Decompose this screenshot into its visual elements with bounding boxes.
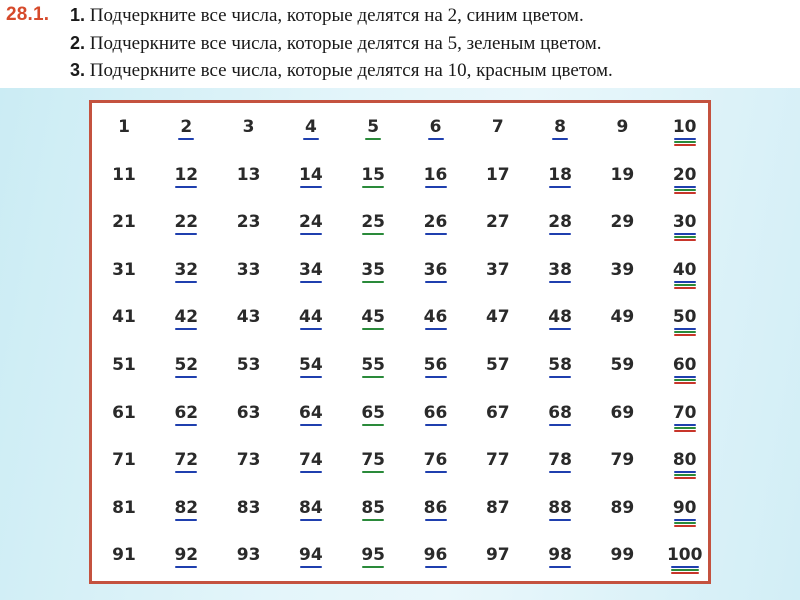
number-cell	[96, 117, 152, 157]
blue-underline	[674, 519, 696, 521]
blue-underline	[549, 566, 571, 568]
number-label: 92	[174, 545, 199, 566]
number-cell	[345, 355, 401, 395]
number-label: 70	[672, 402, 697, 423]
number-label: 75	[361, 450, 386, 471]
blue-underline	[300, 471, 322, 473]
number-cell	[408, 212, 464, 252]
blue-underline	[300, 424, 322, 426]
number-cell	[283, 450, 339, 490]
blue-underline	[549, 376, 571, 378]
number-cell	[158, 450, 214, 490]
number-cell	[657, 403, 713, 443]
green-underline	[674, 474, 696, 476]
number-label: 36	[423, 259, 448, 280]
number-label: 10	[672, 117, 697, 137]
number-cell	[594, 355, 650, 395]
number-label: 88	[548, 497, 572, 518]
number-cell	[345, 307, 401, 347]
number-cell	[345, 212, 401, 252]
number-label: 66	[423, 402, 448, 423]
task-number: 28.1.	[6, 4, 50, 25]
blue-underline	[175, 281, 197, 283]
number-label: 51	[112, 355, 136, 375]
number-label: 37	[485, 259, 510, 280]
number-label: 89	[610, 497, 635, 518]
number-label: 31	[112, 259, 136, 280]
number-cell	[283, 260, 339, 300]
number-cell	[470, 450, 526, 490]
green-underline	[362, 328, 384, 330]
blue-underline	[549, 233, 571, 235]
blue-underline	[425, 519, 447, 521]
number-cell	[657, 212, 713, 252]
number-cell	[470, 498, 526, 538]
number-cell	[657, 545, 713, 585]
number-label: 3	[242, 117, 255, 137]
number-cell	[470, 165, 526, 205]
number-label: 97	[485, 545, 510, 566]
number-cell	[657, 165, 713, 205]
blue-underline	[674, 424, 696, 426]
number-cell	[594, 307, 650, 347]
blue-underline	[425, 186, 447, 188]
number-label: 14	[299, 164, 323, 185]
number-cell	[158, 403, 214, 443]
number-label: 57	[485, 355, 510, 375]
green-underline	[674, 427, 696, 429]
number-label: 85	[361, 497, 386, 518]
number-cell	[96, 165, 152, 205]
number-label: 1	[118, 117, 130, 137]
number-cell	[532, 355, 588, 395]
blue-underline	[178, 138, 194, 140]
blue-underline	[674, 186, 696, 188]
number-label: 20	[672, 164, 697, 185]
number-label: 53	[236, 355, 261, 375]
red-underline	[674, 382, 696, 384]
number-cell	[470, 117, 526, 157]
blue-underline	[549, 424, 571, 426]
number-label: 12	[174, 164, 199, 185]
number-label: 21	[112, 212, 136, 233]
green-underline	[674, 331, 696, 333]
number-cell	[158, 307, 214, 347]
number-cell	[221, 307, 277, 347]
instruction-2-text: Подчеркните все числа, которые делятся на 5, зеленым цветом.	[89, 33, 602, 54]
number-cell	[345, 117, 401, 157]
number-label: 82	[174, 497, 199, 518]
blue-underline	[674, 138, 696, 140]
number-cell	[657, 307, 713, 347]
number-label: 30	[672, 212, 697, 233]
number-label: 35	[361, 259, 386, 280]
number-label: 49	[610, 307, 635, 328]
number-cell	[532, 545, 588, 585]
green-underline	[362, 519, 384, 521]
blue-underline	[674, 471, 696, 473]
green-underline	[674, 141, 696, 143]
number-cell	[221, 450, 277, 490]
number-cell	[470, 403, 526, 443]
number-label: 44	[299, 307, 323, 328]
number-cell	[345, 260, 401, 300]
number-cell	[158, 355, 214, 395]
number-label: 91	[112, 545, 136, 566]
number-label: 33	[236, 259, 261, 280]
number-label: 26	[423, 212, 448, 233]
number-cell	[408, 165, 464, 205]
number-label: 15	[361, 164, 386, 185]
number-label: 78	[548, 450, 572, 471]
number-label: 98	[548, 545, 572, 566]
number-label: 32	[174, 259, 199, 280]
blue-underline	[671, 566, 699, 568]
blue-underline	[175, 328, 197, 330]
instruction-3	[70, 60, 613, 82]
number-label: 95	[361, 545, 386, 566]
instruction-3-text: Подчеркните все числа, которые делятся на 10, красным цветом.	[89, 60, 613, 81]
number-cell	[96, 498, 152, 538]
instruction-2-number: 2.	[70, 33, 86, 53]
red-underline	[674, 287, 696, 289]
number-label: 84	[299, 497, 323, 518]
number-cell	[470, 355, 526, 395]
number-cell	[158, 117, 214, 157]
number-label: 54	[299, 355, 323, 375]
number-label: 23	[236, 212, 261, 233]
green-underline	[674, 236, 696, 238]
green-underline	[362, 281, 384, 283]
number-label: 72	[174, 450, 199, 471]
number-cell	[283, 355, 339, 395]
number-cell	[345, 403, 401, 443]
number-cell	[594, 403, 650, 443]
green-underline	[674, 189, 696, 191]
blue-underline	[549, 519, 571, 521]
number-cell	[408, 307, 464, 347]
number-label: 90	[672, 497, 697, 518]
blue-underline	[425, 233, 447, 235]
blue-underline	[425, 471, 447, 473]
number-cell	[532, 117, 588, 157]
number-cell	[657, 498, 713, 538]
instruction-2	[70, 33, 602, 55]
red-underline	[674, 525, 696, 527]
number-cell	[96, 403, 152, 443]
number-label: 25	[361, 212, 386, 233]
number-cell	[158, 212, 214, 252]
number-label: 59	[610, 355, 635, 375]
blue-underline	[549, 281, 571, 283]
number-label: 24	[299, 212, 323, 233]
number-label: 43	[236, 307, 261, 328]
number-cell	[283, 165, 339, 205]
number-label: 79	[610, 450, 635, 471]
number-cell	[657, 117, 713, 157]
number-cell	[283, 403, 339, 443]
number-cell	[408, 545, 464, 585]
number-label: 50	[672, 307, 697, 328]
number-label: 69	[610, 402, 635, 423]
number-cell	[657, 355, 713, 395]
number-label: 4	[304, 117, 317, 137]
blue-underline	[300, 281, 322, 283]
number-label: 27	[485, 212, 510, 233]
number-label: 77	[485, 450, 510, 471]
number-cell	[283, 117, 339, 157]
number-label: 64	[299, 402, 323, 423]
blue-underline	[428, 138, 444, 140]
number-cell	[594, 498, 650, 538]
number-cell	[408, 450, 464, 490]
number-cell	[470, 545, 526, 585]
number-label: 41	[112, 307, 136, 328]
number-label: 13	[236, 164, 261, 185]
number-cell	[594, 165, 650, 205]
number-label: 2	[180, 117, 193, 137]
green-underline	[362, 186, 384, 188]
blue-underline	[175, 471, 197, 473]
red-underline	[674, 334, 696, 336]
number-cell	[532, 212, 588, 252]
green-underline	[362, 566, 384, 568]
blue-underline	[175, 566, 197, 568]
number-label: 74	[299, 450, 323, 471]
blue-underline	[425, 281, 447, 283]
green-underline	[362, 376, 384, 378]
number-cell	[408, 260, 464, 300]
number-cell	[657, 450, 713, 490]
number-cell	[96, 450, 152, 490]
number-label: 71	[112, 450, 136, 471]
number-cell	[158, 545, 214, 585]
green-underline	[674, 284, 696, 286]
number-cell	[283, 307, 339, 347]
number-label: 39	[610, 259, 635, 280]
number-cell	[345, 165, 401, 205]
number-label: 47	[485, 307, 510, 328]
green-underline	[362, 233, 384, 235]
number-label: 99	[610, 545, 635, 566]
number-label: 6	[429, 117, 442, 137]
number-label: 60	[672, 355, 697, 375]
number-label: 55	[361, 355, 386, 375]
number-cell	[594, 545, 650, 585]
number-label: 61	[112, 402, 136, 423]
red-underline	[674, 144, 696, 146]
blue-underline	[674, 233, 696, 235]
blue-underline	[300, 566, 322, 568]
blue-underline	[674, 376, 696, 378]
red-underline	[674, 239, 696, 241]
number-label: 100	[666, 545, 703, 566]
green-underline	[674, 379, 696, 381]
blue-underline	[300, 328, 322, 330]
number-label: 83	[236, 497, 261, 518]
number-label: 48	[548, 307, 572, 328]
number-cell	[158, 498, 214, 538]
number-label: 56	[423, 355, 448, 375]
number-cell	[221, 260, 277, 300]
number-cell	[532, 165, 588, 205]
number-label: 62	[174, 402, 199, 423]
instruction-3-number: 3.	[70, 60, 86, 80]
number-label: 16	[423, 164, 448, 185]
blue-underline	[300, 186, 322, 188]
number-label: 11	[112, 164, 136, 185]
number-cell	[283, 212, 339, 252]
number-label: 67	[485, 402, 510, 423]
number-cell	[96, 545, 152, 585]
number-cell	[532, 498, 588, 538]
number-label: 65	[361, 402, 386, 423]
green-underline	[674, 522, 696, 524]
number-label: 93	[236, 545, 261, 566]
blue-underline	[175, 424, 197, 426]
number-cell	[96, 307, 152, 347]
number-cell	[470, 212, 526, 252]
number-label: 9	[616, 117, 629, 137]
red-underline	[671, 572, 699, 574]
number-cell	[158, 260, 214, 300]
number-label: 42	[174, 307, 199, 328]
number-label: 86	[423, 497, 448, 518]
blue-underline	[175, 376, 197, 378]
instruction-1	[70, 5, 584, 27]
number-cell	[532, 450, 588, 490]
number-label: 46	[423, 307, 448, 328]
number-cell	[470, 260, 526, 300]
number-label: 8	[554, 117, 567, 137]
number-cell	[408, 355, 464, 395]
number-cell	[345, 498, 401, 538]
number-cell	[221, 117, 277, 157]
blue-underline	[549, 471, 571, 473]
number-cell	[283, 498, 339, 538]
number-cell	[221, 403, 277, 443]
blue-underline	[425, 424, 447, 426]
number-label: 17	[485, 164, 510, 185]
blue-underline	[549, 328, 571, 330]
number-label: 96	[423, 545, 448, 566]
blue-underline	[674, 281, 696, 283]
number-cell	[594, 212, 650, 252]
red-underline	[674, 430, 696, 432]
number-label: 29	[610, 212, 635, 233]
number-label: 94	[299, 545, 323, 566]
number-label: 28	[548, 212, 572, 233]
number-cell	[408, 498, 464, 538]
blue-underline	[425, 376, 447, 378]
red-underline	[674, 192, 696, 194]
blue-underline	[175, 186, 197, 188]
number-cell	[594, 450, 650, 490]
number-cell	[408, 117, 464, 157]
blue-underline	[300, 519, 322, 521]
number-cell	[283, 545, 339, 585]
green-underline	[362, 471, 384, 473]
number-cell	[96, 355, 152, 395]
number-label: 76	[423, 450, 448, 471]
number-cell	[532, 403, 588, 443]
blue-underline	[425, 566, 447, 568]
blue-underline	[303, 138, 319, 140]
number-label: 38	[548, 259, 572, 280]
number-label: 40	[672, 259, 697, 280]
number-cell	[221, 212, 277, 252]
number-label: 63	[236, 402, 261, 423]
blue-underline	[300, 233, 322, 235]
number-cell	[221, 545, 277, 585]
number-cell	[345, 450, 401, 490]
number-label: 45	[361, 307, 386, 328]
number-cell	[470, 307, 526, 347]
number-cell	[221, 498, 277, 538]
number-label: 68	[548, 402, 572, 423]
number-label: 52	[174, 355, 199, 375]
number-label: 7	[491, 117, 504, 137]
blue-underline	[552, 138, 568, 140]
number-label: 58	[548, 355, 572, 375]
instruction-1-number: 1.	[70, 5, 86, 25]
number-cell	[532, 260, 588, 300]
blue-underline	[674, 328, 696, 330]
number-cell	[345, 545, 401, 585]
blue-underline	[175, 519, 197, 521]
blue-underline	[300, 376, 322, 378]
green-underline	[362, 424, 384, 426]
number-label: 18	[548, 164, 572, 185]
green-underline	[671, 569, 699, 571]
number-label: 87	[485, 497, 510, 518]
red-underline	[674, 477, 696, 479]
number-cell	[594, 260, 650, 300]
number-cell	[221, 165, 277, 205]
number-label: 81	[112, 497, 136, 518]
blue-underline	[175, 233, 197, 235]
number-label: 73	[236, 450, 261, 471]
blue-underline	[425, 328, 447, 330]
number-label: 22	[174, 212, 199, 233]
number-label: 19	[610, 164, 635, 185]
number-label: 5	[367, 117, 380, 137]
number-label: 80	[672, 450, 697, 471]
green-underline	[365, 138, 381, 140]
number-cell	[96, 260, 152, 300]
instruction-1-text: Подчеркните все числа, которые делятся на 2, синим цветом.	[89, 5, 584, 26]
number-cell	[408, 403, 464, 443]
number-label: 34	[299, 259, 323, 280]
number-cell	[96, 212, 152, 252]
number-grid	[89, 100, 711, 584]
blue-underline	[549, 186, 571, 188]
number-cell	[657, 260, 713, 300]
number-cell	[221, 355, 277, 395]
number-cell	[594, 117, 650, 157]
number-cell	[532, 307, 588, 347]
number-cell	[158, 165, 214, 205]
